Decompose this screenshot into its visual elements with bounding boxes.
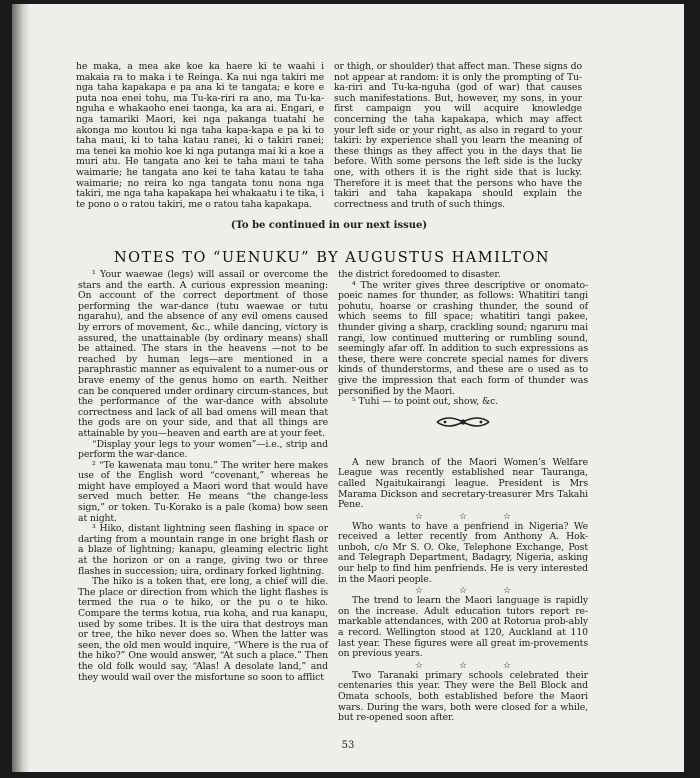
carved-ornament-icon [433,413,493,431]
article-title: NOTES TO “UENUKU” BY AUGUSTUS HAMILTON [113,250,551,266]
star-divider: ☆☆☆ [414,511,548,522]
star-divider: ☆☆☆ [414,586,548,597]
maori-text-column [76,62,324,210]
note-5: ⁵ Tuhi — to point out, show, &c. [352,396,499,408]
note-4: ⁴ The writer gives three descriptive or onomato-poeic names for thunder, as follows: Whatitiri tangi pohutu, hoarse or crashing thunder, the sound of which seems to fill space; whatitiri tangi pakee, thunder giving a sharp, crackling sound; ngaruru mai rangi, low continued muttering or rumbling sound, seemingly afar off. In addition to such expressions as these, there were concrete special names for divers kinds of thunderstorms, and these are o used as to give the impression that each form of thunder was personified by the Maori. [338,279,588,397]
news-item-welfare-league: A new branch of the Maori Women’s Welfare League was recently established near Tauranga, called Ngaitukairangi league. President is Mrs Marama Dickson and secretary-treasurer Mrs Takahi Pene. [338,456,588,511]
notes-left-column [78,270,328,683]
note-1: ¹ Your waewae (legs) will assail or overcome the stars and the earth. A curious expression meaning: On account of the correct deportment of those performing the war-dance (tutu waewae or tutu ngarahu), and the absence of any evil omens caused by errors of movement, &c., while dancing, victory is assured, the unattainable (by ordinary means) shall be attained. The stars in the heavens —not to be reached by human legs—are mentioned in a paraphrastic manner as equivalent to a numer-ous or brave enemy of the genus homo on earth. Neither can be conquered under ordinary circum-stances, but the performance of the war-dance with absolute correctness and lack of all bad omens will mean that the gods are on your side, and that all things are attainable by you—heaven and earth are at your feet. [78,269,328,439]
magazine-page [12,4,684,772]
note-1-continued: “Display your legs to your women”—i.e., strip and perform the war-dance. [78,438,328,461]
translation-paragraph: or thigh, or shoulder) that affect man. These signs do not appear at random: it is only the prompting of Tu-ka-riri and Tu-ka-nguha (god of war) that causes such manifestations. But, however, my sons, in your first campaign you will acquire knowledge concerning the taha kapakapa, which may affect your left side or your right, as also in regard to your takiri: by experience shall you learn the meaning of these things as they affect you in the days that lie before. With some persons the left side is the lucky one, with others it is the right side that is lucky. Therefore it is meet that the persons who have the takiri and taha kapakapa should explain the correctness and truth of such things. [334,61,582,210]
note-2: ² “Te kawenata mau tonu.” The writer here makes use of the English word “covenant,” whereas he might have employed a Maori word that would have served much better. He means “the change-less sign,” or token. Tu-Korako is a pale (koma) bow seen at night. [78,459,328,524]
continued-notice: (To be continued in our next issue) [230,220,428,231]
star-divider: ☆☆☆ [414,660,548,671]
news-item-centenaries: Two Taranaki primary schools celebrated their centenaries this year. They were the Bell Block and Omata schools, both established before the Maori wars. During the wars, both were closed for a while, but re-opened soon after. [338,669,588,724]
page-number: 53 [341,740,355,751]
note-3-continued: The hiko is a token that, ere long, a chief will die. The place or direction from which the light flashes is termed the rua o te hiko, or the pu o te hiko. Compare the terms kotua, rua koha, and rua kanapu, used by some tribes. It is the uira that destroys man or tree, the hiko never does so. When the latter was seen, the old men would inquire, “Where is the rua of the hiko?” One would answer, “At such a place.” Then the old folk would say, “Alas! A desolate land,” and they would wail over the misfortune so soon to afflict [78,576,328,683]
binding-gutter [12,4,30,772]
english-translation-column [334,62,582,210]
notes-right-column [338,270,588,724]
news-item-maori-language: The trend to learn the Maori language is rapidly on the increase. Adult education tutors report re-markable attendances, with 200 at Rotorua prob-ably a record. Wellington stood at 120, Auckland at 110 last year. These figures were all great im-provements on previous years. [338,595,588,660]
note-3-end: the district foredoomed to disaster. [338,269,501,280]
ornament-divider [338,413,588,436]
note-3: ³ Hiko, distant lightning seen flashing in space or darting from a mountain range in one bright flash or a blaze of lightning; kanapu, gleaming electric light at the horizon or on a range, giving two or three flashes in succession; uira, ordinary forked lightning. [78,523,328,577]
news-item-penfriend: Who wants to have a penfriend in Nigeria? We received a letter recently from Anthony A. Hok-unboh, c/o Mr S. O. Oke, Telephone Exchange, Post and Telegraph Department, Badagry, Nigeria, asking our help to find him penfriends. He is very interested in the Maori people. [338,520,588,585]
maori-paragraph: he maka, a mea ake koe ka haere ki te waahi i makaia ra to maka i te Reinga. Ka nui nga takiri me nga taha kapakapa e pa ana ki te tangata; e kore e puta noa enei tohu, ma Tu-ka-riri ra ano, ma Tu-ka-nguha e whakaoho enei taonga, ka ara ai. Engari, e nga tamariki Maori, kei nga pakanga tuatahi he akonga mo koutou ki nga taha kapa-kapa e pa ki to taha maui, ki to taha katau ranei, ki o takiri ranei; ma tenei ka mohio koe ki nga putanga mai ki a koe a muri atu. He tangata ano kei te taha maui te taha waimarie; he tangata ano kei te taha katau te taha waimarie; no reira ko nga tangata tonu nona nga takiri, me nga taha kapakapa hei whakaatu i te tika, i te pono o o ratou takiri, me o ratou taha kapakapa. [76,61,324,210]
